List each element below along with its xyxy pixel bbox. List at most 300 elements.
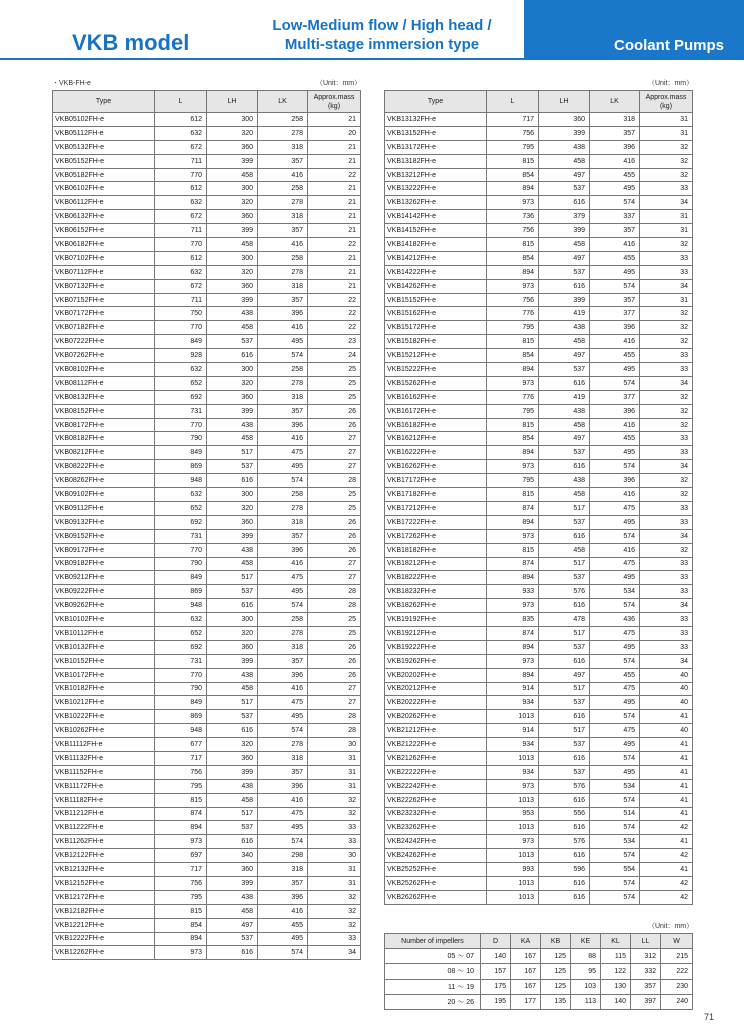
value-cell: 574 <box>258 724 308 738</box>
value-cell: 27 <box>308 432 361 446</box>
value-cell: 25 <box>308 376 361 390</box>
value-cell: 438 <box>207 779 258 793</box>
value-cell: 25 <box>308 626 361 640</box>
value-cell: 894 <box>487 265 539 279</box>
type-cell: VKB10212FH-e <box>53 696 155 710</box>
value-cell: 357 <box>258 404 308 418</box>
type-cell: VKB17262FH-e <box>385 529 487 543</box>
value-cell: 399 <box>207 876 258 890</box>
value-cell: 340 <box>207 849 258 863</box>
value-cell: 894 <box>487 571 539 585</box>
value-cell: 26 <box>308 654 361 668</box>
type-cell: VKB15262FH-e <box>385 376 487 390</box>
value-cell: 416 <box>590 418 640 432</box>
value-cell: 28 <box>308 585 361 599</box>
value-cell: 574 <box>590 654 640 668</box>
type-cell: VKB08222FH-e <box>53 460 155 474</box>
value-cell: 28 <box>308 599 361 613</box>
value-cell: 34 <box>640 279 693 293</box>
type-cell: VKB12212FH-e <box>53 918 155 932</box>
table-row <box>53 654 361 668</box>
value-cell: 27 <box>308 557 361 571</box>
table-row <box>385 251 693 265</box>
type-cell: VKB19262FH-e <box>385 654 487 668</box>
column-header: D <box>481 934 511 949</box>
value-cell: 677 <box>155 738 207 752</box>
value-cell: 458 <box>207 682 258 696</box>
type-cell: VKB05112FH-e <box>53 126 155 140</box>
value-cell: 416 <box>590 335 640 349</box>
value-cell: 360 <box>207 210 258 224</box>
value-cell: 1013 <box>487 793 539 807</box>
value-cell: 616 <box>539 793 590 807</box>
value-cell: 973 <box>487 279 539 293</box>
value-cell: 973 <box>487 196 539 210</box>
value-cell: 42 <box>640 821 693 835</box>
type-cell: VKB23262FH-e <box>385 821 487 835</box>
type-cell: VKB20202FH-e <box>385 668 487 682</box>
value-cell: 928 <box>155 349 207 363</box>
table-row <box>385 807 693 821</box>
table-row <box>385 571 693 585</box>
value-cell: 556 <box>539 807 590 821</box>
value-cell: 438 <box>539 321 590 335</box>
value-cell: 475 <box>590 501 640 515</box>
value-cell: 894 <box>155 932 207 946</box>
value-cell: 33 <box>640 571 693 585</box>
value-cell: 711 <box>155 293 207 307</box>
value-cell: 32 <box>640 321 693 335</box>
value-cell: 455 <box>258 918 308 932</box>
type-cell: VKB13132FH-e <box>385 113 487 127</box>
value-cell: 616 <box>539 529 590 543</box>
value-cell: 318 <box>258 210 308 224</box>
type-cell: VKB11152FH-e <box>53 765 155 779</box>
value-cell: 574 <box>590 849 640 863</box>
value-cell: 616 <box>539 460 590 474</box>
type-cell: VKB18262FH-e <box>385 599 487 613</box>
value-cell: 26 <box>308 543 361 557</box>
value-cell: 396 <box>258 307 308 321</box>
type-cell: VKB09262FH-e <box>53 599 155 613</box>
table-row <box>385 640 693 654</box>
value-cell: 215 <box>661 949 693 964</box>
table-row <box>385 307 693 321</box>
value-cell: 31 <box>640 210 693 224</box>
value-cell: 458 <box>539 238 590 252</box>
value-cell: 31 <box>308 765 361 779</box>
value-cell: 495 <box>258 821 308 835</box>
value-cell: 396 <box>590 140 640 154</box>
table-row <box>385 390 693 404</box>
value-cell: 33 <box>640 349 693 363</box>
value-cell: 21 <box>308 210 361 224</box>
type-cell: VKB13152FH-e <box>385 126 487 140</box>
value-cell: 717 <box>155 863 207 877</box>
impeller-dimensions-table <box>384 933 693 1010</box>
value-cell: 770 <box>155 543 207 557</box>
column-header: KB <box>541 934 571 949</box>
value-cell: 894 <box>487 446 539 460</box>
table-row <box>385 543 693 557</box>
value-cell: 26 <box>308 668 361 682</box>
value-cell: 934 <box>487 738 539 752</box>
type-cell: VKB08132FH-e <box>53 390 155 404</box>
value-cell: 41 <box>640 751 693 765</box>
value-cell: 41 <box>640 835 693 849</box>
value-cell: 416 <box>590 543 640 557</box>
value-cell: 32 <box>640 140 693 154</box>
value-cell: 22 <box>308 238 361 252</box>
table-row <box>385 876 693 890</box>
value-cell: 475 <box>590 724 640 738</box>
value-cell: 616 <box>207 946 258 960</box>
type-cell: VKB23232FH-e <box>385 807 487 821</box>
value-cell: 517 <box>539 501 590 515</box>
type-cell: VKB22222FH-e <box>385 765 487 779</box>
value-cell: 32 <box>640 168 693 182</box>
value-cell: 495 <box>590 515 640 529</box>
value-cell: 574 <box>590 751 640 765</box>
table-row <box>385 418 693 432</box>
table-row <box>53 738 361 752</box>
value-cell: 756 <box>487 224 539 238</box>
value-cell: 33 <box>640 613 693 627</box>
column-header: Number of impellers <box>385 934 481 949</box>
value-cell: 34 <box>640 376 693 390</box>
value-cell: 517 <box>207 571 258 585</box>
value-cell: 537 <box>539 738 590 752</box>
value-cell: 419 <box>539 307 590 321</box>
value-cell: 1013 <box>487 849 539 863</box>
value-cell: 815 <box>155 793 207 807</box>
value-cell: 34 <box>640 460 693 474</box>
value-cell: 790 <box>155 557 207 571</box>
value-cell: 616 <box>207 474 258 488</box>
value-cell: 125 <box>541 964 571 979</box>
table-row <box>53 404 361 418</box>
value-cell: 438 <box>207 307 258 321</box>
value-cell: 973 <box>487 460 539 474</box>
value-cell: 360 <box>539 113 590 127</box>
value-cell: 616 <box>539 654 590 668</box>
value-cell: 24 <box>308 349 361 363</box>
value-cell: 534 <box>590 835 640 849</box>
value-cell: 849 <box>155 446 207 460</box>
table-row <box>53 238 361 252</box>
value-cell: 537 <box>539 265 590 279</box>
value-cell: 517 <box>539 724 590 738</box>
value-cell: 31 <box>640 126 693 140</box>
column-header: LK <box>590 91 640 113</box>
value-cell: 616 <box>539 821 590 835</box>
value-cell: 399 <box>207 529 258 543</box>
value-cell: 495 <box>258 585 308 599</box>
value-cell: 33 <box>640 640 693 654</box>
table-row <box>53 210 361 224</box>
value-cell: 397 <box>631 994 661 1009</box>
value-cell: 416 <box>590 154 640 168</box>
type-cell: VKB16222FH-e <box>385 446 487 460</box>
table-row <box>53 224 361 238</box>
value-cell: 616 <box>539 710 590 724</box>
type-cell: VKB12132FH-e <box>53 863 155 877</box>
value-cell: 33 <box>640 585 693 599</box>
value-cell: 736 <box>487 210 539 224</box>
value-cell: 360 <box>207 390 258 404</box>
value-cell: 33 <box>308 932 361 946</box>
value-cell: 32 <box>640 488 693 502</box>
type-cell: VKB12182FH-e <box>53 904 155 918</box>
value-cell: 953 <box>487 807 539 821</box>
value-cell: 874 <box>487 557 539 571</box>
value-cell: 894 <box>487 515 539 529</box>
value-cell: 312 <box>631 949 661 964</box>
value-cell: 33 <box>640 432 693 446</box>
value-cell: 42 <box>640 876 693 890</box>
value-cell: 854 <box>155 918 207 932</box>
value-cell: 537 <box>539 363 590 377</box>
value-cell: 399 <box>539 293 590 307</box>
value-cell: 574 <box>590 890 640 904</box>
value-cell: 616 <box>539 751 590 765</box>
type-cell: VKB13212FH-e <box>385 168 487 182</box>
table-row <box>385 154 693 168</box>
type-cell: VKB12122FH-e <box>53 849 155 863</box>
value-cell: 32 <box>640 404 693 418</box>
value-cell: 32 <box>640 543 693 557</box>
type-cell: VKB21212FH-e <box>385 724 487 738</box>
type-cell: VKB10112FH-e <box>53 626 155 640</box>
value-cell: 318 <box>590 113 640 127</box>
type-cell: VKB09152FH-e <box>53 529 155 543</box>
value-cell: 632 <box>155 196 207 210</box>
value-cell: 416 <box>258 682 308 696</box>
value-cell: 458 <box>539 488 590 502</box>
value-cell: 195 <box>481 994 511 1009</box>
value-cell: 770 <box>155 418 207 432</box>
value-cell: 497 <box>539 668 590 682</box>
value-cell: 537 <box>539 446 590 460</box>
value-cell: 1013 <box>487 890 539 904</box>
value-cell: 537 <box>207 335 258 349</box>
value-cell: 31 <box>640 224 693 238</box>
value-cell: 616 <box>539 279 590 293</box>
table-row <box>53 529 361 543</box>
value-cell: 22 <box>308 293 361 307</box>
type-cell: VKB07102FH-e <box>53 251 155 265</box>
value-cell: 874 <box>487 626 539 640</box>
value-cell: 495 <box>590 446 640 460</box>
value-cell: 320 <box>207 265 258 279</box>
table-row <box>53 488 361 502</box>
value-cell: 33 <box>640 557 693 571</box>
value-cell: 300 <box>207 363 258 377</box>
type-cell: VKB08182FH-e <box>53 432 155 446</box>
value-cell: 475 <box>258 807 308 821</box>
type-cell: VKB07152FH-e <box>53 293 155 307</box>
value-cell: 652 <box>155 376 207 390</box>
value-cell: 795 <box>487 321 539 335</box>
table-row <box>385 949 693 964</box>
value-cell: 320 <box>207 501 258 515</box>
column-header: L <box>155 91 207 113</box>
value-cell: 849 <box>155 571 207 585</box>
value-cell: 770 <box>155 321 207 335</box>
type-cell: VKB06182FH-e <box>53 238 155 252</box>
type-cell: VKB13262FH-e <box>385 196 487 210</box>
type-cell: VKB22242FH-e <box>385 779 487 793</box>
value-cell: 34 <box>640 599 693 613</box>
type-cell: VKB06152FH-e <box>53 224 155 238</box>
table-row <box>53 543 361 557</box>
column-header: Approx.mass (kg) <box>640 91 693 113</box>
value-cell: 20 <box>308 126 361 140</box>
value-cell: 33 <box>640 501 693 515</box>
value-cell: 28 <box>308 724 361 738</box>
value-cell: 497 <box>539 251 590 265</box>
table-row <box>53 835 361 849</box>
type-cell: VKB17172FH-e <box>385 474 487 488</box>
value-cell: 399 <box>539 224 590 238</box>
type-cell: VKB19192FH-e <box>385 613 487 627</box>
value-cell: 672 <box>155 140 207 154</box>
value-cell: 27 <box>308 571 361 585</box>
value-cell: 318 <box>258 863 308 877</box>
table-row <box>53 710 361 724</box>
value-cell: 475 <box>258 696 308 710</box>
table-row <box>53 571 361 585</box>
value-cell: 399 <box>539 126 590 140</box>
table-row <box>53 196 361 210</box>
table-row <box>53 946 361 960</box>
type-cell: VKB11182FH-e <box>53 793 155 807</box>
type-cell: 08 〜 10 <box>385 964 481 979</box>
value-cell: 973 <box>487 599 539 613</box>
value-cell: 360 <box>207 863 258 877</box>
table-row <box>53 599 361 613</box>
value-cell: 33 <box>308 835 361 849</box>
value-cell: 894 <box>487 640 539 654</box>
value-cell: 574 <box>590 196 640 210</box>
type-cell: VKB09112FH-e <box>53 501 155 515</box>
table-row <box>53 182 361 196</box>
value-cell: 357 <box>258 293 308 307</box>
value-cell: 396 <box>258 418 308 432</box>
table-row <box>53 668 361 682</box>
type-cell: VKB08262FH-e <box>53 474 155 488</box>
type-cell: VKB05182FH-e <box>53 168 155 182</box>
table-row <box>385 682 693 696</box>
value-cell: 396 <box>258 668 308 682</box>
value-cell: 318 <box>258 279 308 293</box>
value-cell: 574 <box>258 835 308 849</box>
value-cell: 130 <box>601 979 631 994</box>
value-cell: 140 <box>601 994 631 1009</box>
value-cell: 300 <box>207 113 258 127</box>
value-cell: 458 <box>207 238 258 252</box>
left-dimensions-table <box>52 90 361 960</box>
value-cell: 874 <box>487 501 539 515</box>
value-cell: 973 <box>155 835 207 849</box>
value-cell: 34 <box>640 196 693 210</box>
value-cell: 32 <box>640 390 693 404</box>
value-cell: 26 <box>308 515 361 529</box>
right-dimensions-table <box>384 90 693 905</box>
value-cell: 360 <box>207 515 258 529</box>
value-cell: 357 <box>258 876 308 890</box>
value-cell: 458 <box>539 335 590 349</box>
value-cell: 27 <box>308 682 361 696</box>
table-row <box>53 890 361 904</box>
value-cell: 32 <box>308 807 361 821</box>
type-cell: VKB13182FH-e <box>385 154 487 168</box>
value-cell: 379 <box>539 210 590 224</box>
value-cell: 416 <box>258 321 308 335</box>
value-cell: 21 <box>308 113 361 127</box>
table-row <box>385 751 693 765</box>
table-row <box>53 626 361 640</box>
value-cell: 337 <box>590 210 640 224</box>
value-cell: 776 <box>487 307 539 321</box>
value-cell: 258 <box>258 251 308 265</box>
value-cell: 934 <box>487 765 539 779</box>
table-row <box>385 113 693 127</box>
value-cell: 756 <box>155 765 207 779</box>
type-cell: VKB24262FH-e <box>385 849 487 863</box>
value-cell: 815 <box>487 543 539 557</box>
table-row <box>385 613 693 627</box>
table-row <box>385 376 693 390</box>
value-cell: 495 <box>590 265 640 279</box>
value-cell: 869 <box>155 460 207 474</box>
value-cell: 475 <box>590 557 640 571</box>
table-row <box>385 765 693 779</box>
type-cell: VKB10262FH-e <box>53 724 155 738</box>
value-cell: 495 <box>258 932 308 946</box>
value-cell: 416 <box>590 238 640 252</box>
value-cell: 33 <box>640 265 693 279</box>
column-header: Approx.mass (kg) <box>308 91 361 113</box>
value-cell: 42 <box>640 849 693 863</box>
table-row <box>53 779 361 793</box>
type-cell: VKB06112FH-e <box>53 196 155 210</box>
value-cell: 278 <box>258 738 308 752</box>
table-row <box>385 529 693 543</box>
table-row <box>385 488 693 502</box>
value-cell: 711 <box>155 154 207 168</box>
value-cell: 616 <box>539 890 590 904</box>
value-cell: 41 <box>640 793 693 807</box>
type-cell: VKB16162FH-e <box>385 390 487 404</box>
value-cell: 478 <box>539 613 590 627</box>
table-row <box>385 210 693 224</box>
value-cell: 973 <box>487 835 539 849</box>
value-cell: 42 <box>640 890 693 904</box>
value-cell: 790 <box>155 432 207 446</box>
type-cell: VKB13172FH-e <box>385 140 487 154</box>
value-cell: 894 <box>487 363 539 377</box>
value-cell: 399 <box>207 654 258 668</box>
table-row <box>385 238 693 252</box>
table-row <box>53 390 361 404</box>
value-cell: 278 <box>258 196 308 210</box>
value-cell: 574 <box>258 349 308 363</box>
value-cell: 815 <box>487 418 539 432</box>
value-cell: 795 <box>487 404 539 418</box>
value-cell: 25 <box>308 363 361 377</box>
value-cell: 95 <box>571 964 601 979</box>
